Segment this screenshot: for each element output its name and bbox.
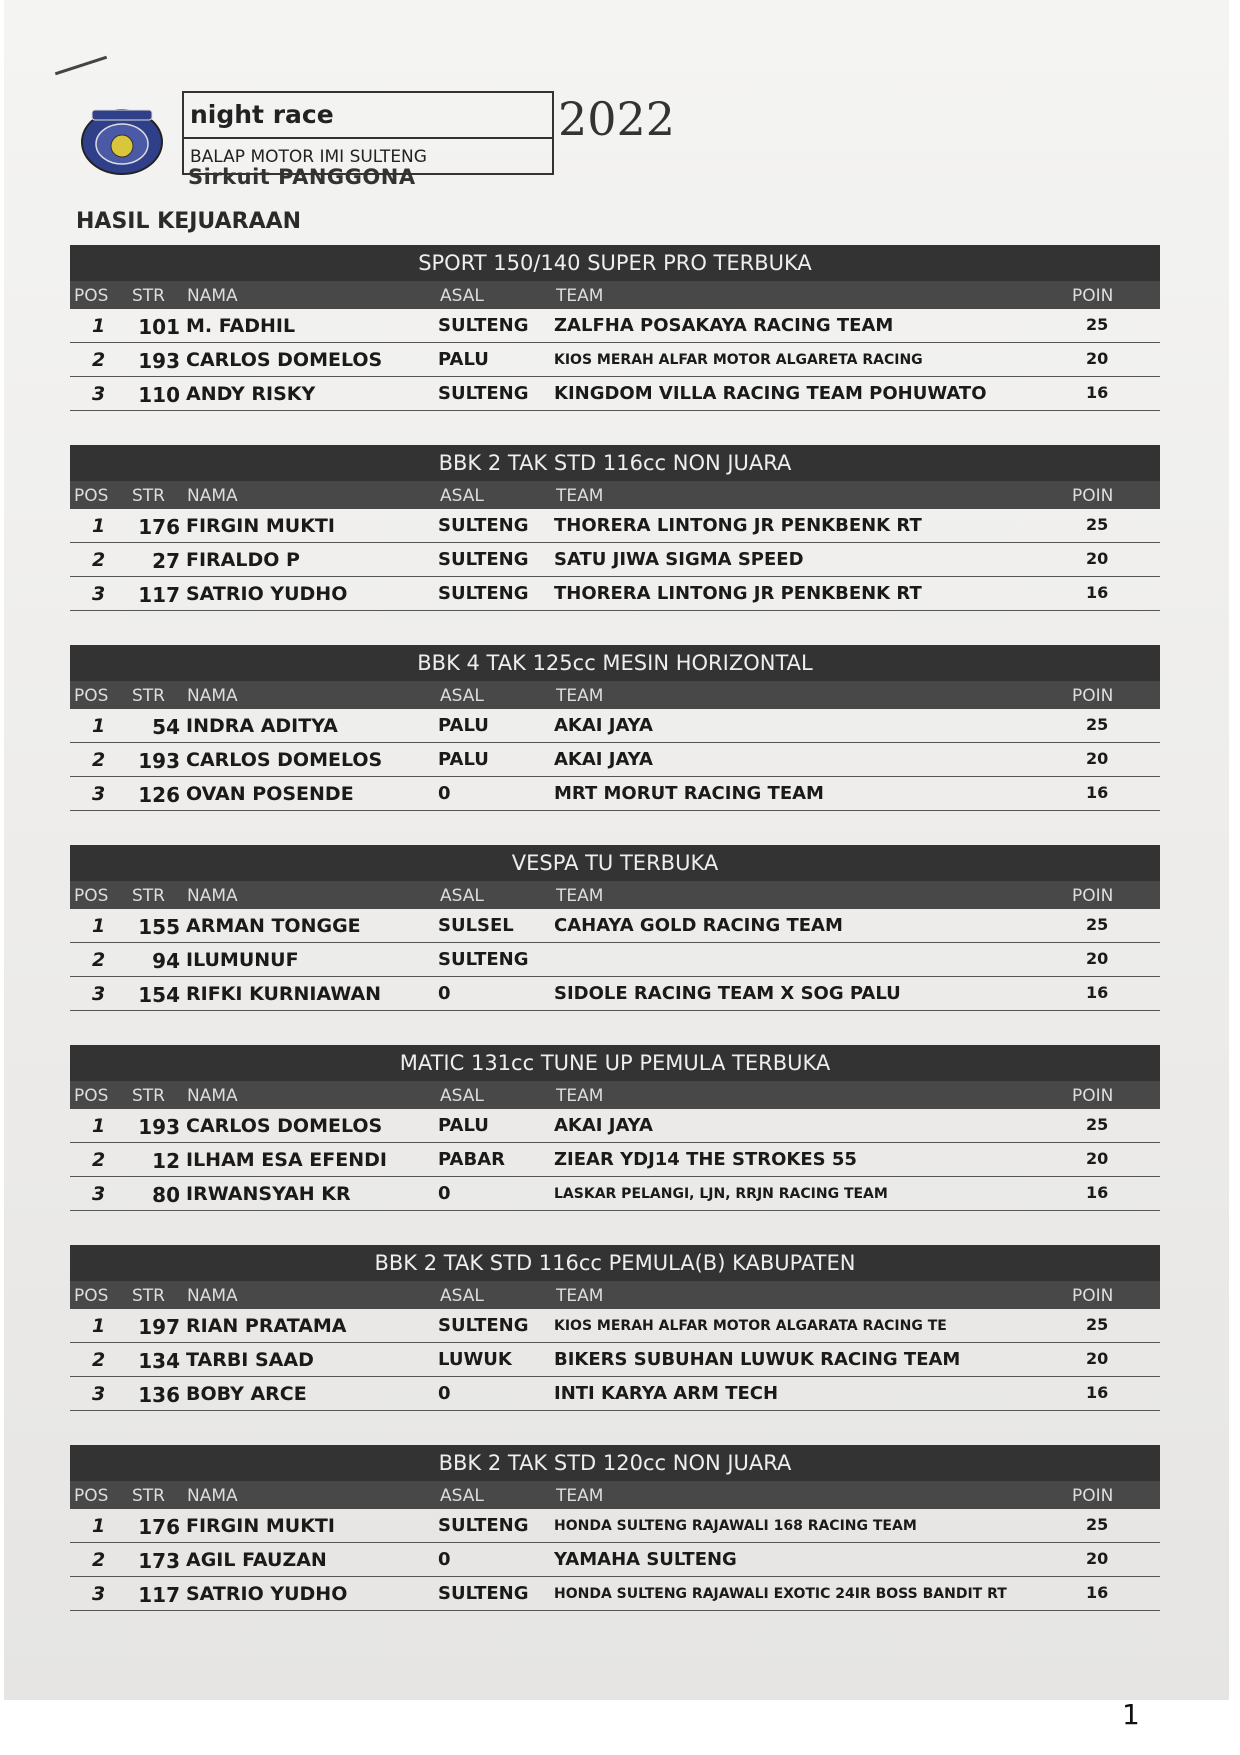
document-title: HASIL KEJUARAAN — [76, 209, 302, 234]
rider-name: ILUMUNUF — [186, 949, 299, 971]
points: 20 — [1086, 949, 1109, 968]
position: 2 — [92, 349, 106, 371]
column-header-nama: NAMA — [187, 286, 238, 306]
result-row — [70, 309, 1160, 343]
result-row — [70, 1377, 1160, 1411]
column-header-row — [70, 1481, 1160, 1509]
result-row — [70, 777, 1160, 811]
column-header-nama: NAMA — [187, 1486, 238, 1506]
rider-name: ANDY RISKY — [186, 383, 316, 405]
column-header-row — [70, 481, 1160, 509]
race-table — [70, 845, 1160, 1011]
origin: PALU — [438, 715, 489, 736]
result-row — [70, 377, 1160, 411]
team-name: THORERA LINTONG JR PENKBENK RT — [554, 515, 922, 536]
event-year: 2022 — [558, 92, 676, 146]
points: 20 — [1086, 549, 1109, 568]
column-header-row — [70, 881, 1160, 909]
result-row — [70, 1309, 1160, 1343]
column-header-nama: NAMA — [187, 1086, 238, 1106]
origin: SULSEL — [438, 915, 514, 936]
column-header-team: TEAM — [556, 486, 604, 506]
position: 2 — [92, 1149, 106, 1171]
origin: PABAR — [438, 1149, 505, 1170]
column-header-asal: ASAL — [440, 1286, 484, 1306]
column-header-row — [70, 681, 1160, 709]
rider-name: FIRGIN MUKTI — [186, 1515, 335, 1537]
points: 25 — [1086, 515, 1109, 534]
team-name: THORERA LINTONG JR PENKBENK RT — [554, 583, 922, 604]
start-number: 27 — [152, 549, 180, 573]
column-header-asal: ASAL — [440, 1486, 484, 1506]
origin: SULTENG — [438, 583, 529, 604]
rider-name: BOBY ARCE — [186, 1383, 307, 1405]
page-number: 1 — [1122, 1698, 1140, 1731]
start-number: 193 — [138, 1115, 180, 1139]
race-table — [70, 645, 1160, 811]
column-header-str: STR — [132, 686, 165, 706]
points: 16 — [1086, 1383, 1109, 1402]
origin: SULTENG — [438, 1315, 529, 1336]
column-header-asal: ASAL — [440, 886, 484, 906]
column-header-pos: POS — [74, 1286, 109, 1306]
rider-name: SATRIO YUDHO — [186, 583, 348, 605]
team-name: AKAI JAYA — [554, 749, 653, 770]
team-name: KIOS MERAH ALFAR MOTOR ALGARATA RACING TE — [554, 1318, 947, 1334]
origin: SULTENG — [438, 315, 529, 336]
team-name: INTI KARYA ARM TECH — [554, 1383, 779, 1404]
start-number: 117 — [138, 583, 180, 607]
column-header-pos: POS — [74, 686, 109, 706]
start-number: 176 — [138, 515, 180, 539]
origin: 0 — [438, 1183, 451, 1204]
paper-sheet — [4, 0, 1229, 1700]
points: 16 — [1086, 1183, 1109, 1202]
rider-name: IRWANSYAH KR — [186, 1183, 351, 1205]
result-row — [70, 509, 1160, 543]
team-name: KIOS MERAH ALFAR MOTOR ALGARETA RACING — [554, 352, 923, 368]
column-header-poin: POIN — [1072, 1286, 1114, 1306]
position: 2 — [92, 1549, 106, 1571]
position: 1 — [92, 915, 106, 937]
position: 3 — [92, 1583, 106, 1605]
team-name: HONDA SULTENG RAJAWALI EXOTIC 24IR BOSS BANDIT RT — [554, 1586, 1007, 1602]
rider-name: FIRALDO P — [186, 549, 300, 571]
position: 2 — [92, 949, 106, 971]
position: 2 — [92, 749, 106, 771]
race-title: BBK 2 TAK STD 116cc NON JUARA — [70, 445, 1160, 481]
result-row — [70, 743, 1160, 777]
team-name: KINGDOM VILLA RACING TEAM POHUWATO — [554, 383, 987, 404]
start-number: 193 — [138, 749, 180, 773]
column-header-str: STR — [132, 1286, 165, 1306]
rider-name: M. FADHIL — [186, 315, 296, 337]
rider-name: ARMAN TONGGE — [186, 915, 361, 937]
points: 20 — [1086, 749, 1109, 768]
column-header-team: TEAM — [556, 286, 604, 306]
result-row — [70, 977, 1160, 1011]
race-title: SPORT 150/140 SUPER PRO TERBUKA — [70, 245, 1160, 281]
start-number: 154 — [138, 983, 180, 1007]
result-row — [70, 1177, 1160, 1211]
position: 3 — [92, 1183, 106, 1205]
points: 16 — [1086, 383, 1109, 402]
origin: SULTENG — [438, 549, 529, 570]
points: 20 — [1086, 1549, 1109, 1568]
column-header-poin: POIN — [1072, 286, 1114, 306]
points: 25 — [1086, 715, 1109, 734]
rider-name: SATRIO YUDHO — [186, 1583, 348, 1605]
position: 3 — [92, 983, 106, 1005]
result-row — [70, 909, 1160, 943]
origin: SULTENG — [438, 1583, 529, 1604]
column-header-row — [70, 1281, 1160, 1309]
points: 20 — [1086, 1149, 1109, 1168]
column-header-nama: NAMA — [187, 1286, 238, 1306]
origin: SULTENG — [438, 1515, 529, 1536]
column-header-asal: ASAL — [440, 486, 484, 506]
race-table — [70, 1245, 1160, 1411]
race-table — [70, 245, 1160, 411]
organizer-name: BALAP MOTOR IMI SULTENG — [190, 147, 427, 167]
team-name: BIKERS SUBUHAN LUWUK RACING TEAM — [554, 1349, 961, 1370]
points: 16 — [1086, 1583, 1109, 1602]
race-title: MATIC 131cc TUNE UP PEMULA TERBUKA — [70, 1045, 1160, 1081]
column-header-pos: POS — [74, 1086, 109, 1106]
start-number: 136 — [138, 1383, 180, 1407]
column-header-team: TEAM — [556, 1286, 604, 1306]
position: 3 — [92, 583, 106, 605]
column-header-asal: ASAL — [440, 1086, 484, 1106]
origin: PALU — [438, 349, 489, 370]
race-title: BBK 4 TAK 125cc MESIN HORIZONTAL — [70, 645, 1160, 681]
origin: 0 — [438, 983, 451, 1004]
column-header-asal: ASAL — [440, 286, 484, 306]
origin: PALU — [438, 1115, 489, 1136]
points: 20 — [1086, 349, 1109, 368]
rider-name: ILHAM ESA EFENDI — [186, 1149, 387, 1171]
result-row — [70, 343, 1160, 377]
origin: 0 — [438, 783, 451, 804]
points: 16 — [1086, 983, 1109, 1002]
start-number: 110 — [138, 383, 180, 407]
position: 1 — [92, 315, 106, 337]
column-header-str: STR — [132, 1086, 165, 1106]
position: 1 — [92, 1115, 106, 1137]
rider-name: OVAN POSENDE — [186, 783, 354, 805]
position: 1 — [92, 715, 106, 737]
team-name: HONDA SULTENG RAJAWALI 168 RACING TEAM — [554, 1518, 917, 1534]
points: 25 — [1086, 1315, 1109, 1334]
position: 3 — [92, 783, 106, 805]
origin: SULTENG — [438, 383, 529, 404]
column-header-team: TEAM — [556, 886, 604, 906]
rider-name: CARLOS DOMELOS — [186, 349, 383, 371]
column-header-poin: POIN — [1072, 1086, 1114, 1106]
start-number: 12 — [152, 1149, 180, 1173]
start-number: 80 — [152, 1183, 180, 1207]
column-header-poin: POIN — [1072, 486, 1114, 506]
origin: 0 — [438, 1383, 451, 1404]
team-name: MRT MORUT RACING TEAM — [554, 783, 824, 804]
column-header-pos: POS — [74, 286, 109, 306]
race-title: VESPA TU TERBUKA — [70, 845, 1160, 881]
result-row — [70, 1109, 1160, 1143]
rider-name: CARLOS DOMELOS — [186, 1115, 383, 1137]
start-number: 155 — [138, 915, 180, 939]
start-number: 117 — [138, 1583, 180, 1607]
column-header-team: TEAM — [556, 686, 604, 706]
start-number: 197 — [138, 1315, 180, 1339]
column-header-team: TEAM — [556, 1486, 604, 1506]
team-name: ZALFHA POSAKAYA RACING TEAM — [554, 315, 894, 336]
start-number: 193 — [138, 349, 180, 373]
column-header-nama: NAMA — [187, 486, 238, 506]
column-header-nama: NAMA — [187, 686, 238, 706]
result-row — [70, 709, 1160, 743]
rider-name: AGIL FAUZAN — [186, 1549, 327, 1571]
start-number: 134 — [138, 1349, 180, 1373]
start-number: 94 — [152, 949, 180, 973]
result-row — [70, 577, 1160, 611]
origin: 0 — [438, 1549, 451, 1570]
result-row — [70, 1577, 1160, 1611]
position: 3 — [92, 1383, 106, 1405]
race-table — [70, 445, 1160, 611]
race-title: BBK 2 TAK STD 116cc PEMULA(B) KABUPATEN — [70, 1245, 1160, 1281]
rider-name: CARLOS DOMELOS — [186, 749, 383, 771]
team-name: AKAI JAYA — [554, 1115, 653, 1136]
team-name: YAMAHA SULTENG — [554, 1549, 737, 1570]
team-name: SIDOLE RACING TEAM X SOG PALU — [554, 983, 901, 1004]
position: 1 — [92, 1515, 106, 1537]
rider-name: RIAN PRATAMA — [186, 1315, 347, 1337]
column-header-str: STR — [132, 286, 165, 306]
team-name: CAHAYA GOLD RACING TEAM — [554, 915, 843, 936]
imi-sulteng-logo — [78, 104, 166, 176]
column-header-poin: POIN — [1072, 886, 1114, 906]
result-row — [70, 1509, 1160, 1543]
team-name: SATU JIWA SIGMA SPEED — [554, 549, 804, 570]
result-row — [70, 543, 1160, 577]
team-name: LASKAR PELANGI, LJN, RRJN RACING TEAM — [554, 1186, 888, 1202]
race-table — [70, 1045, 1160, 1211]
start-number: 173 — [138, 1549, 180, 1573]
points: 25 — [1086, 315, 1109, 334]
rider-name: RIFKI KURNIAWAN — [186, 983, 382, 1005]
points: 25 — [1086, 915, 1109, 934]
rider-name: FIRGIN MUKTI — [186, 515, 335, 537]
column-header-row — [70, 1081, 1160, 1109]
column-header-pos: POS — [74, 886, 109, 906]
position: 1 — [92, 1315, 106, 1337]
position: 3 — [92, 383, 106, 405]
column-header-asal: ASAL — [440, 686, 484, 706]
origin: SULTENG — [438, 949, 529, 970]
origin: LUWUK — [438, 1349, 512, 1370]
origin: PALU — [438, 749, 489, 770]
venue-name: Sirkuit PANGGONA — [188, 165, 416, 189]
team-name: AKAI JAYA — [554, 715, 653, 736]
result-row — [70, 1343, 1160, 1377]
start-number: 54 — [152, 715, 180, 739]
result-row — [70, 943, 1160, 977]
column-header-team: TEAM — [556, 1086, 604, 1106]
origin: SULTENG — [438, 515, 529, 536]
position: 2 — [92, 1349, 106, 1371]
rider-name: INDRA ADITYA — [186, 715, 338, 737]
start-number: 176 — [138, 1515, 180, 1539]
pen-mark — [55, 56, 107, 76]
column-header-pos: POS — [74, 486, 109, 506]
rider-name: TARBI SAAD — [186, 1349, 314, 1371]
column-header-poin: POIN — [1072, 686, 1114, 706]
event-name: night race — [184, 93, 552, 139]
column-header-poin: POIN — [1072, 1486, 1114, 1506]
position: 2 — [92, 549, 106, 571]
column-header-str: STR — [132, 1486, 165, 1506]
result-row — [70, 1143, 1160, 1177]
start-number: 126 — [138, 783, 180, 807]
points: 25 — [1086, 1515, 1109, 1534]
column-header-str: STR — [132, 486, 165, 506]
race-table — [70, 1445, 1160, 1611]
team-name: ZIEAR YDJ14 THE STROKES 55 — [554, 1149, 857, 1170]
column-header-nama: NAMA — [187, 886, 238, 906]
position: 1 — [92, 515, 106, 537]
start-number: 101 — [138, 315, 180, 339]
points: 20 — [1086, 1349, 1109, 1368]
event-title-box — [182, 91, 554, 175]
points: 25 — [1086, 1115, 1109, 1134]
points: 16 — [1086, 783, 1109, 802]
column-header-row — [70, 281, 1160, 309]
points: 16 — [1086, 583, 1109, 602]
race-title: BBK 2 TAK STD 120cc NON JUARA — [70, 1445, 1160, 1481]
result-row — [70, 1543, 1160, 1577]
column-header-pos: POS — [74, 1486, 109, 1506]
column-header-str: STR — [132, 886, 165, 906]
